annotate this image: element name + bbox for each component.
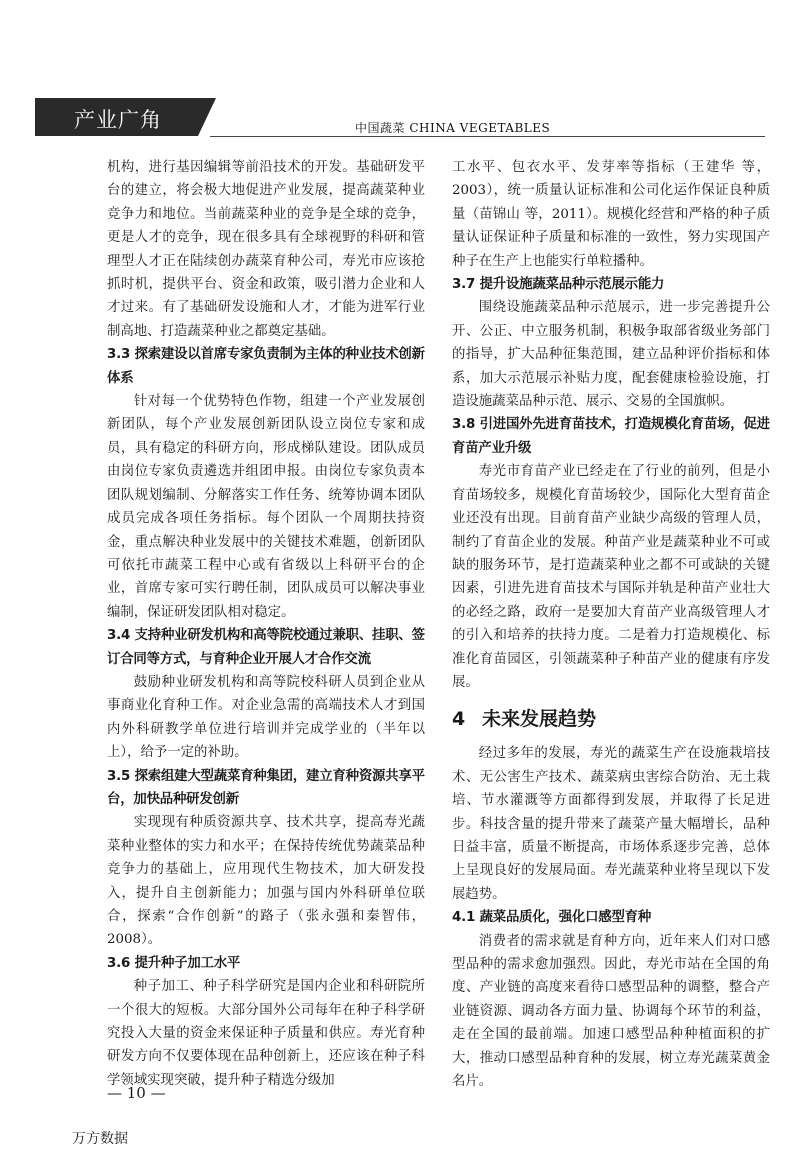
paragraph: 机构，进行基因编辑等前沿技术的开发。基础研发平台的建立，将会极大地促进产业发展，提高蔬菜种业竞争力和地位。当前蔬菜种业的竞争是全球的竞争，更是人才的竞争，现在很多具有全球视野的科研和管理型人才正在陆续创办蔬菜育种公司，寿光市应该抢抓时机，提供平台、资金和政策，吸引潜力企业和人才过来。有了基础研发设施和人才，才能为进军行业制高地、打造蔬菜种业之都奠定基础。 — [107, 160, 425, 339]
section-heading-4 — [452, 706, 770, 732]
header-banner-slant — [198, 98, 216, 136]
paragraph: 消费者的需求就是育种方向，近年来人们对口感型品种的需求愈加强烈。因此，寿光市站在全国的角度、产业链的高度来看待口感型品种的调整，整合产业链资源、调动各方面力量、协调每个环节的利益，走在全国的最前端。加速口感型品种种植面积的扩大，推动口感型品种育种的发展，树立寿光蔬菜黄金名片。 — [452, 933, 770, 1090]
paragraph: 寿光市育苗产业已经走在了行业的前列，但是小育苗场较多，规模化育苗场较少，国际化大型育苗企业还没有出现。目前育苗产业缺少高级的管理人员，制约了育苗企业的发展。种苗产业是蔬菜种业不可或缺的服务环节，是打造蔬菜种业之都不可或缺的关键因素，引进先进育苗技术与国际并轨是种苗产业壮大的必经之路，政府一是要加大育苗产业高级管理人才的引入和培养的扶持力度。二是着力打造规模化、标准化育苗园区，引领蔬菜种子种苗产业的健康有序发展。 — [452, 464, 770, 690]
paragraph: 实现现有种质资源共享、技术共享，提高寿光蔬菜种业整体的实力和水平；在保持传统优势蔬菜品种竞争力的基础上，应用现代生物技术，加大研发投入，提升自主创新能力；加强与国内外科研单位联合，探索“合作创新”的路子（张永强和秦智伟，2008）。 — [107, 815, 425, 948]
paragraph: 工水平、包衣水平、发芽率等指标（王建华 等，2003），统一质量认证标准和公司化运作保证良种质量（苗锦山 等，2011）。规模化经营和严格的种子质量认证保证种子质量和标准的一致性，努力实现国产种子在生产上也能实行单粒播种。 — [452, 160, 770, 269]
paragraph: 围绕设施蔬菜品种示范展示，进一步完善提升公开、公正、中立服务机制，积极争取部省级业务部门的指导，扩大品种征集范围，建立品种评价指标和体系，加大示范展示补贴力度，配套健康检验设施，打造设施蔬菜品种示范、展示、交易的全国旗帜。 — [452, 300, 770, 410]
paragraph: 经过多年的发展，寿光的蔬菜生产在设施栽培技术、无公害生产技术、蔬菜病虫害综合防治、无土栽培、节水灌溉等方面都得到发展，并取得了长足进步。科技含量的提升带来了蔬菜产量大幅增长，品种日益丰富，质量不断提高，市场体系逐步完善，总体上呈现良好的发展局面。寿光蔬菜种业将呈现以下发展趋势。 — [452, 746, 770, 902]
subsection-heading-3-7: 3.7 提升设施蔬菜品种示范展示能力 — [452, 277, 665, 293]
paragraph: 种子加工、种子科学研究是国内企业和科研院所一个很大的短板。大部分国外公司每年在种子科学研究投入大量的资金来保证种子质量和供应。寿光育种研发方向不仅要体现在品种创新上，还应该在种子科学领域实现突破，提升种子精选分级加 — [107, 979, 425, 1088]
subsection-heading-3-8: 3.8 引进国外先进育苗技术，打造规模化育苗场，促进育苗产业升级 — [452, 417, 770, 456]
subsection-heading-3-6: 3.6 提升种子加工水平 — [107, 955, 241, 971]
paragraph: 鼓励种业研发机构和高等院校科研人员到企业从事商业化育种工作。对企业急需的高端技术人才到国内外科研教学单位进行培训并完成学业的（半年以上），给予一定的补助。 — [107, 674, 425, 761]
header-rule — [210, 136, 765, 137]
subsection-heading-3-3: 3.3 探索建设以首席专家负责制为主体的种业技术创新体系 — [107, 347, 425, 386]
journal-name: 中国蔬菜 CHINA VEGETABLES — [355, 121, 551, 135]
section-tag: 产业广角 — [74, 108, 162, 132]
section-title: 未来发展趋势 — [482, 708, 597, 731]
watermark: 万方数据 — [72, 1131, 128, 1147]
section-number: 4 — [452, 708, 466, 731]
paragraph: 针对每一个优势特色作物，组建一个产业发展创新团队，每个产业发展创新团队设立岗位专家和成员，具有稳定的科研方向，形成梯队建设。团队成员由岗位专家负责遴选并组团申报。由岗位专家负责本团队规划编制、分解落实工作任务、统筹协调本团队成员完成各项任务指标。每个团队一个周期扶持资金，重点解决种业发展中的关键技术难题，创新团队可依托市蔬菜工程中心或有省级以上科研平台的企业，首席专家可实行聘任制，团队成员可以解决事业编制，保证研发团队相对稳定。 — [107, 394, 425, 620]
subsection-heading-3-4: 3.4 支持种业研发机构和高等院校通过兼职、挂职、签订合同等方式，与育种企业开展人才合作交流 — [107, 628, 425, 667]
subsection-heading-4-1: 4.1 蔬菜品质化，强化口感型育种 — [452, 910, 652, 926]
page-number: — 10 — — [107, 1084, 166, 1102]
left-column — [107, 156, 425, 1092]
subsection-heading-3-5: 3.5 探索组建大型蔬菜育种集团，建立育种资源共享平台，加快品种研发创新 — [107, 768, 425, 807]
right-column — [452, 156, 770, 1093]
